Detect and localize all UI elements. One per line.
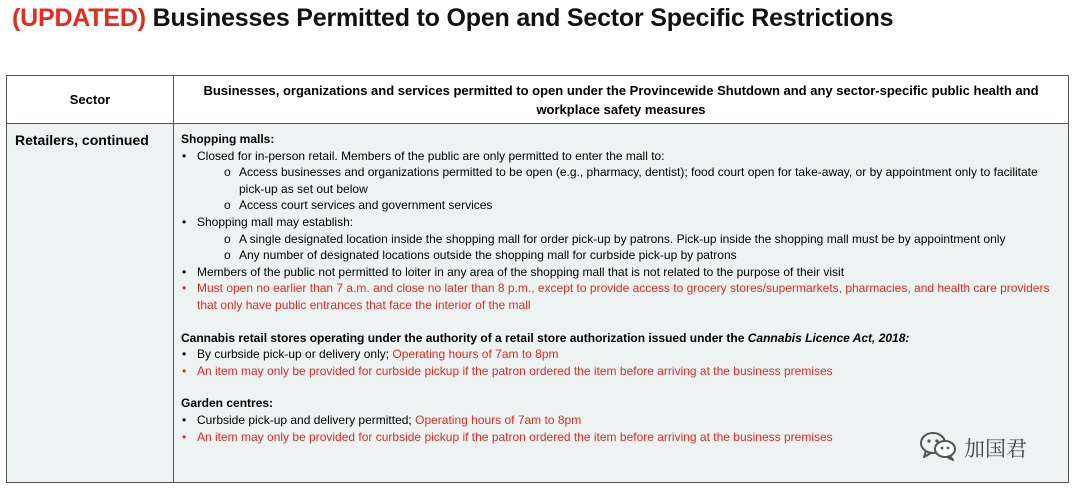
list-item bbox=[181, 247, 1060, 264]
row-content bbox=[174, 124, 1069, 483]
table-header-row bbox=[7, 76, 1069, 124]
sub-mark: o bbox=[224, 165, 231, 180]
sub-mark: o bbox=[224, 248, 231, 263]
malls-bullet-3: Members of the public not permitted to loiter in any area of the shopping mall that is not related to the purpose of their visit bbox=[197, 264, 845, 279]
cannabis-bullet-1: By curbside pick-up or delivery only; bbox=[197, 347, 393, 362]
cannabis-bullet-2: An item may only be provided for curbside pickup if the patron ordered the item before arriving at the business premises bbox=[197, 363, 833, 378]
malls-bullet-1-sub-1: Access businesses and organizations permitted to be open (e.g., pharmacy, dentist); food court open for take-away, or by appointment only to facilitate pick-up as set out below bbox=[239, 165, 1038, 196]
list-item bbox=[181, 164, 1060, 197]
page-title bbox=[12, 4, 893, 33]
malls-bullet-2-sub-2: Any number of designated locations outside the shopping mall for curbside pick-up by patrons bbox=[239, 248, 737, 263]
malls-bullet-4: Must open no earlier than 7 a.m. and close no later than 8 p.m., except to provide access to grocery stores/supermarkets, pharmacies, and health care providers that only have public entrances that face the interior of the mall bbox=[197, 281, 1050, 312]
updated-tag: (UPDATED) bbox=[12, 4, 146, 32]
wechat-icon bbox=[918, 431, 958, 466]
malls-bullet-2-sub-1: A single designated location inside the shopping mall for order pick-up by patrons. Pick-up inside the shopping mall must be by appointment only bbox=[239, 231, 1006, 246]
bullet-mark: • bbox=[182, 148, 187, 163]
watermark bbox=[918, 433, 1027, 463]
watermark-text: 加国君 bbox=[964, 437, 1027, 461]
garden-bullet-1: Curbside pick-up and delivery permitted; bbox=[197, 412, 416, 427]
malls-title: Shopping malls: bbox=[181, 132, 275, 146]
malls-bullet-1: Closed for in-person retail. Members of the public are only permitted to enter the mall to: bbox=[197, 148, 665, 163]
title-text: Businesses Permitted to Open and Sector Specific Restrictions bbox=[152, 4, 894, 32]
bullet-mark: • bbox=[182, 429, 187, 444]
list-item bbox=[181, 346, 1060, 363]
list-item bbox=[181, 363, 1060, 380]
sub-mark: o bbox=[224, 231, 231, 246]
bullet-mark: • bbox=[182, 412, 187, 427]
bullet-mark: • bbox=[182, 347, 187, 362]
list-item bbox=[181, 214, 1060, 231]
list-item bbox=[181, 148, 1060, 165]
cannabis-title bbox=[181, 330, 1060, 347]
row-sector: Retailers, continued bbox=[7, 124, 174, 483]
list-item bbox=[181, 280, 1060, 313]
bullet-mark: • bbox=[182, 281, 187, 296]
bullet-mark: • bbox=[182, 214, 187, 229]
cannabis-act-name: Cannabis Licence Act, 2018: bbox=[747, 330, 910, 345]
cannabis-title-text: Cannabis retail stores operating under the authority of a retail store authorization issued under the bbox=[181, 330, 748, 345]
garden-bullet-2: An item may only be provided for curbside pickup if the patron ordered the item before arriving at the business premises bbox=[197, 429, 833, 444]
malls-bullet-1-sub-2: Access court services and government services bbox=[239, 198, 493, 213]
sub-mark: o bbox=[224, 198, 231, 213]
list-item bbox=[181, 412, 1060, 429]
malls-bullet-2: Shopping mall may establish: bbox=[197, 214, 354, 229]
bullet-mark: • bbox=[182, 363, 187, 378]
bullet-mark: • bbox=[182, 264, 187, 279]
header-description: Businesses, organizations and services permitted to open under the Provincewide Shutdown and any sector-specific public health and workplace safety measures bbox=[174, 76, 1069, 124]
restrictions-table bbox=[6, 75, 1069, 483]
list-item bbox=[181, 197, 1060, 214]
cannabis-hours: Operating hours of 7am to 8pm bbox=[392, 347, 559, 362]
table-row bbox=[7, 124, 1069, 483]
garden-title: Garden centres: bbox=[181, 396, 274, 411]
garden-hours: Operating hours of 7am to 8pm bbox=[415, 412, 582, 427]
list-item bbox=[181, 264, 1060, 281]
header-sector: Sector bbox=[7, 76, 174, 124]
list-item bbox=[181, 231, 1060, 248]
